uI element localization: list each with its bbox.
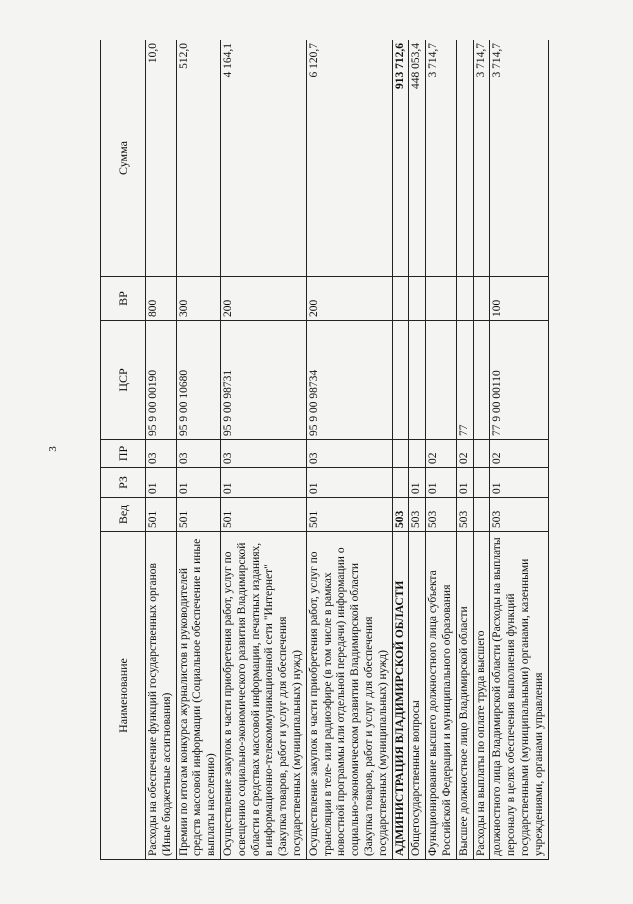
cell-csr: 77 <box>456 321 473 440</box>
cell-ved: 503 <box>409 498 426 532</box>
budget-table <box>100 40 549 860</box>
cell-pr: 03 <box>306 440 392 468</box>
cell-pr: 03 <box>176 440 220 468</box>
cell-rz: 01 <box>456 468 473 498</box>
cell-name: Осуществление закупок в части приобретения работ, услуг по трансляции в теле- или радиоэфире (в том числе в рамках новостной программы или отдельной передачи) информации о социально-экономическом развитии Владимирской области (Закупка товаров, работ и услуг для обеспечения государственных (муниципальных) нужд) <box>306 532 392 860</box>
cell-pr <box>392 440 409 468</box>
cell-name: Общегосударственные вопросы <box>409 532 426 860</box>
cell-sum: 3 714,7 <box>473 40 490 277</box>
header-ved: Вед <box>101 498 146 532</box>
cell-sum: 512,0 <box>176 40 220 277</box>
cell-ved: 501 <box>146 498 177 532</box>
cell-pr: 03 <box>146 440 177 468</box>
cell-ved: 501 <box>306 498 392 532</box>
cell-pr: 02 <box>456 440 473 468</box>
cell-name: АДМИНИСТРАЦИЯ ВЛАДИМИРСКОЙ ОБЛАСТИ <box>392 532 409 860</box>
cell-vr: 800 <box>146 277 177 321</box>
cell-rz: 01 <box>490 468 548 498</box>
cell-rz: 01 <box>409 468 426 498</box>
cell-rz: 01 <box>220 468 306 498</box>
cell-csr: 95 9 00 98731 <box>220 321 306 440</box>
cell-vr <box>392 277 409 321</box>
cell-name: должностного лица Владимирской области (Расходы на выплаты персоналу в целях обеспечения выполнения функций государственными (муниципальными) органами, казенными учреждениями, органами управления <box>490 532 548 860</box>
cell-sum: 913 712,6 <box>392 40 409 277</box>
table-row <box>456 40 473 860</box>
cell-csr: 95 9 00 10680 <box>176 321 220 440</box>
cell-sum: 10,0 <box>146 40 177 277</box>
cell-ved: 503 <box>490 498 548 532</box>
page-number: 3 <box>46 446 59 452</box>
cell-csr <box>392 321 409 440</box>
table-body <box>146 40 549 860</box>
table-row <box>146 40 177 860</box>
table-header-row <box>101 40 146 860</box>
cell-vr <box>426 277 457 321</box>
cell-ved: 501 <box>220 498 306 532</box>
cell-rz: 01 <box>176 468 220 498</box>
cell-pr <box>409 440 426 468</box>
cell-pr: 02 <box>490 440 548 468</box>
table-row <box>409 40 426 860</box>
header-vr: ВР <box>101 277 146 321</box>
cell-name: Высшее должностное лицо Владимирской области <box>456 532 473 860</box>
cell-name: Расходы на выплаты по оплате труда высшего <box>473 532 490 860</box>
cell-sum <box>456 40 473 277</box>
header-rz: РЗ <box>101 468 146 498</box>
cell-rz: 01 <box>306 468 392 498</box>
cell-pr: 02 <box>426 440 457 468</box>
header-csr: ЦСР <box>101 321 146 440</box>
cell-csr: 95 9 00 00190 <box>146 321 177 440</box>
cell-vr: 200 <box>306 277 392 321</box>
cell-name: Расходы на обеспечение функций государственных органов (Иные бюджетные ассигнования) <box>146 532 177 860</box>
table-row <box>490 40 548 860</box>
cell-rz: 01 <box>146 468 177 498</box>
table-row <box>473 40 490 860</box>
cell-pr: 03 <box>220 440 306 468</box>
cell-pr <box>473 440 490 468</box>
cell-csr: 95 9 00 98734 <box>306 321 392 440</box>
cell-rz <box>392 468 409 498</box>
cell-ved: 503 <box>456 498 473 532</box>
cell-name: Функционирование высшего должностного лица субъекта Российской Федерации и муниципального образования <box>426 532 457 860</box>
header-pr: ПР <box>101 440 146 468</box>
table-row <box>176 40 220 860</box>
table-row <box>426 40 457 860</box>
cell-vr: 300 <box>176 277 220 321</box>
header-sum: Сумма <box>101 40 146 277</box>
cell-rz <box>473 468 490 498</box>
cell-vr: 100 <box>490 277 548 321</box>
table-row <box>220 40 306 860</box>
cell-ved: 503 <box>426 498 457 532</box>
cell-csr <box>409 321 426 440</box>
cell-vr: 200 <box>220 277 306 321</box>
cell-sum: 4 164,1 <box>220 40 306 277</box>
cell-vr <box>456 277 473 321</box>
document-sheet <box>100 40 613 860</box>
cell-name: Осуществление закупок в части приобретения работ, услуг по освещению социально-экономического развития Владимирской области в средствах массовой информации, печатных изданиях, в информационно-телекоммуникационной сети "Интернет" (Закупка товаров, работ и услуг для обеспечения государственных (муниципальных) нужд) <box>220 532 306 860</box>
cell-vr <box>409 277 426 321</box>
rotated-page-area <box>100 40 613 860</box>
cell-sum: 448 053,4 <box>409 40 426 277</box>
cell-csr <box>473 321 490 440</box>
cell-csr <box>426 321 457 440</box>
header-name: Наименование <box>101 532 146 860</box>
cell-ved: 503 <box>392 498 409 532</box>
cell-csr: 77 9 00 00110 <box>490 321 548 440</box>
cell-sum: 3 714,7 <box>426 40 457 277</box>
cell-ved: 501 <box>176 498 220 532</box>
table-row <box>306 40 392 860</box>
cell-vr <box>473 277 490 321</box>
cell-rz: 01 <box>426 468 457 498</box>
cell-sum: 3 714,7 <box>490 40 548 277</box>
cell-ved <box>473 498 490 532</box>
table-row <box>392 40 409 860</box>
cell-sum: 6 120,7 <box>306 40 392 277</box>
cell-name: Премии по итогам конкурса журналистов и руководителей средств массовой информации (Социальное обеспечение и иные выплаты населению) <box>176 532 220 860</box>
